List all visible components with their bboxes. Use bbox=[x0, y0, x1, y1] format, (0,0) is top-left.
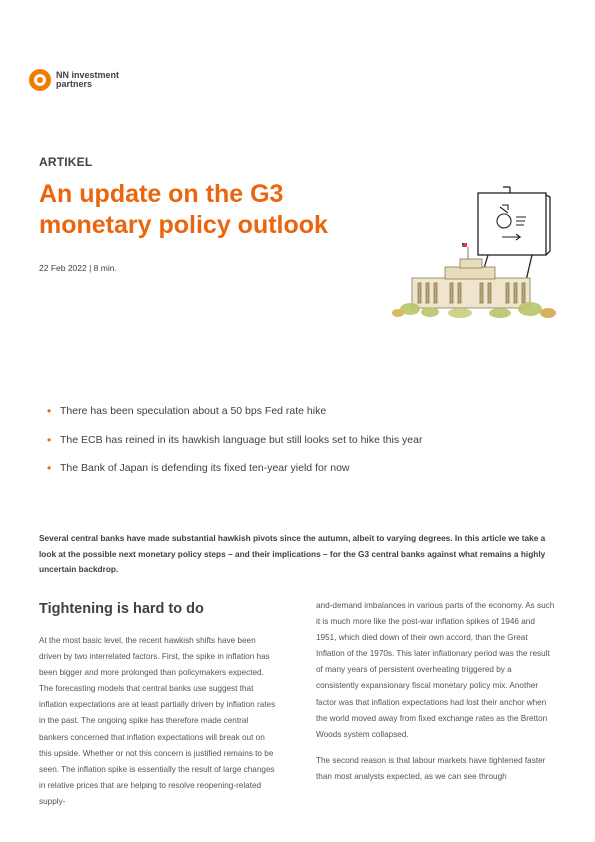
body-paragraph: and-demand imbalances in various parts of the economy. As such it is much more like the post-war inflation spikes of 1946 and 1951, which died down of their own accord, than the Great Inflation of the 1970s. This later inflationary period was the result of many years of persistent overheating triggered by a consistently expansionary fiscal monetary policy mix. Another factor was that inflation expectations had lost their anchor when the world moved away from fixed exchange rates as the Bretton Woods system collapsed. bbox=[316, 601, 555, 739]
section-heading: Tightening is hard to do bbox=[39, 601, 204, 617]
key-point: • The Bank of Japan is defending its fixed ten-year yield for now bbox=[47, 462, 422, 491]
key-point: • There has been speculation about a 50 bps Fed rate hike bbox=[47, 405, 422, 434]
brand-logo bbox=[29, 69, 119, 91]
flag-icon bbox=[462, 243, 467, 247]
brand-name bbox=[56, 71, 119, 89]
body-column-left bbox=[39, 633, 279, 820]
brand-name-line1: NN investment bbox=[56, 70, 120, 80]
article-kicker: ARTIKEL bbox=[39, 155, 93, 169]
body-paragraph: The second reason is that labour markets have tightened faster than most analysts expected, as we can see through bbox=[316, 755, 546, 781]
key-points-list bbox=[47, 405, 422, 491]
body-paragraph: At the most basic level, the recent hawkish shifts have been driven by two interrelated factors. First, the spike in inflation has been bigger and more prolonged than policymakers expected. The forecasting models that central banks use suggest that inflation expectations are at least partially driven by inflation rates in the past. The ongoing spike has therefore made central bankers concerned that inflation expectations will break out on this upside. Whether or not this concern is justified remains to be seen. The inflation spike is essentially the result of large changes in relative prices that are helping to resolve reopening-related supply- bbox=[39, 636, 276, 806]
key-point: • The ECB has reined in its hawkish language but still looks set to hike this year bbox=[47, 434, 422, 463]
intro-paragraph: Several central banks have made substantial hawkish pivots since the autumn, albeit to varying degrees. In this article we take a look at the possible next monetary policy steps – and their implications – for the G3 central banks against what remains a highly uncertain backdrop. bbox=[39, 533, 546, 574]
body-column-right bbox=[316, 598, 556, 795]
brand-name-line2: partners bbox=[56, 79, 93, 89]
page-title: An update on the G3 monetary policy outlook bbox=[39, 180, 328, 239]
article-meta: 22 Feb 2022 | 8 min. bbox=[39, 263, 117, 273]
nn-logo-icon bbox=[29, 69, 51, 91]
bank-building bbox=[412, 247, 530, 308]
central-bank-illustration bbox=[390, 185, 565, 335]
